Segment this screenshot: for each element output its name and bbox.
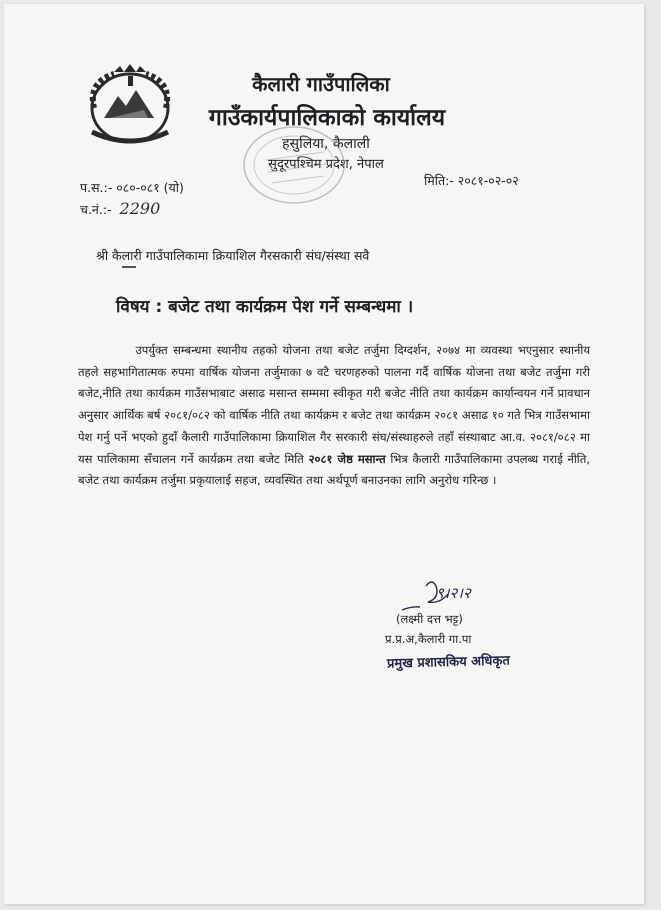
office-name: गाउँकार्यपालिकाको कार्यालय xyxy=(208,105,446,131)
nepal-emblem-icon xyxy=(84,62,176,150)
signature-icon xyxy=(396,576,496,616)
subject-line: विषय : बजेट तथा कार्यक्रम पेश गर्ने सम्बन्धमा । xyxy=(116,297,414,317)
letter-page xyxy=(4,4,644,904)
signature-scribble: ९।२।२ xyxy=(436,584,471,602)
office-seal-icon xyxy=(240,122,348,208)
recipient-line: श्री कैलारी गाउँपालिकामा क्रियाशिल गैरसकारी संघ/संस्था सवै xyxy=(96,248,370,263)
signatory-post: प्र.प्र.अ,कैलारी गा.पा xyxy=(385,632,472,646)
underline-mark xyxy=(122,266,136,268)
chalani-value: 2290 xyxy=(119,199,161,218)
chalani-label: च.नं.:- xyxy=(80,202,112,217)
patra-sankhya: प.स.:- ०८०-०८१ (यो) xyxy=(80,180,184,195)
office-location: हसुलिया, कैलाली xyxy=(282,136,370,152)
designation-stamp: प्रमुख प्रशासकिय अधिकृत xyxy=(386,653,511,672)
body-part-2: भित्र कैलारी गाउँपालिकामा उपलब्ध गराई नीति, बजेट तथा कार्यक्रम तर्जुमा प्रकृयालाई सहज, व्यवस्थित तथा अर्थपूर्ण बनाउनका लागि अनुरोध गरिन्छ । xyxy=(78,451,590,488)
office-province: सुदूरपश्चिम प्रदेश, नेपाल xyxy=(268,157,384,172)
body-deadline: २०८१ जेष्ठ मसान्त xyxy=(308,451,386,466)
chalani-number xyxy=(80,199,160,218)
body-part-1: उपर्युक्त सम्बन्धमा स्थानीय तहको योजना तथा बजेट तर्जुमा दिग्दर्शन, २०७४ मा व्यवस्था भएनुसार स्थानीय तहले सहभागितात्मक रुपमा वार्षिक योजना तर्जुमाका ७ वटै चरणहरुको पालना गर्दै वार्षिक योजना तथा बजेट तर्जुमा गरी बजेट,नीति तथा कार्यक्रम गाउँसभाबाट असाढ मसान्त सम्ममा स्वीकृत गरी बजेट नीति तथा कार्यक्रम कार्यान्वयन गर्ने प्रावधान अनुसार आर्थिक बर्ष २०८१/०८२ को वार्षिक नीति तथा कार्यक्रम र बजेट तथा कार्यक्रम २०८१ असाढ १० गते भित्र गाउँसभामा पेश गर्नु पर्ने भएको हुदाँ कैलारी गाउँपालिकामा क्रियाशिल गैर सरकारी संघ/संस्थाहरुले तहाँ संस्थाबाट आ.व. २०८१/०८२ मा यस पालिकामा सँचालन गर्ने कार्यक्रम तथा बजेट मिति xyxy=(78,343,590,466)
letter-date: मिति:- २०८१-०२-०२ xyxy=(424,173,519,188)
municipality-name: कैलारी गाउँपालिका xyxy=(252,72,390,96)
letter-body xyxy=(78,340,590,492)
signatory-name: (लक्ष्मी दत्त भट्ट) xyxy=(396,612,463,626)
